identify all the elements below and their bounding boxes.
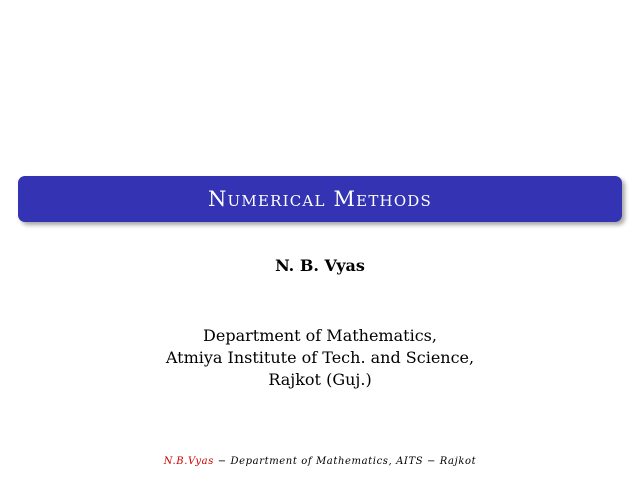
author-name: N. B. Vyas bbox=[275, 256, 365, 275]
affiliation-line-institute: Atmiya Institute of Tech. and Science, bbox=[165, 348, 475, 367]
title-banner bbox=[18, 176, 622, 222]
affiliation-block bbox=[0, 325, 640, 391]
footer-affiliation: − Department of Mathematics, AITS − Rajkot bbox=[213, 456, 477, 467]
slide-title: Numerical Methods bbox=[207, 187, 433, 211]
affiliation-line-city: Rajkot (Guj.) bbox=[268, 370, 372, 389]
footer-line bbox=[0, 456, 640, 467]
affiliation-line-department: Department of Mathematics, bbox=[203, 326, 437, 345]
footer-author: N.B.Vyas bbox=[163, 456, 214, 467]
